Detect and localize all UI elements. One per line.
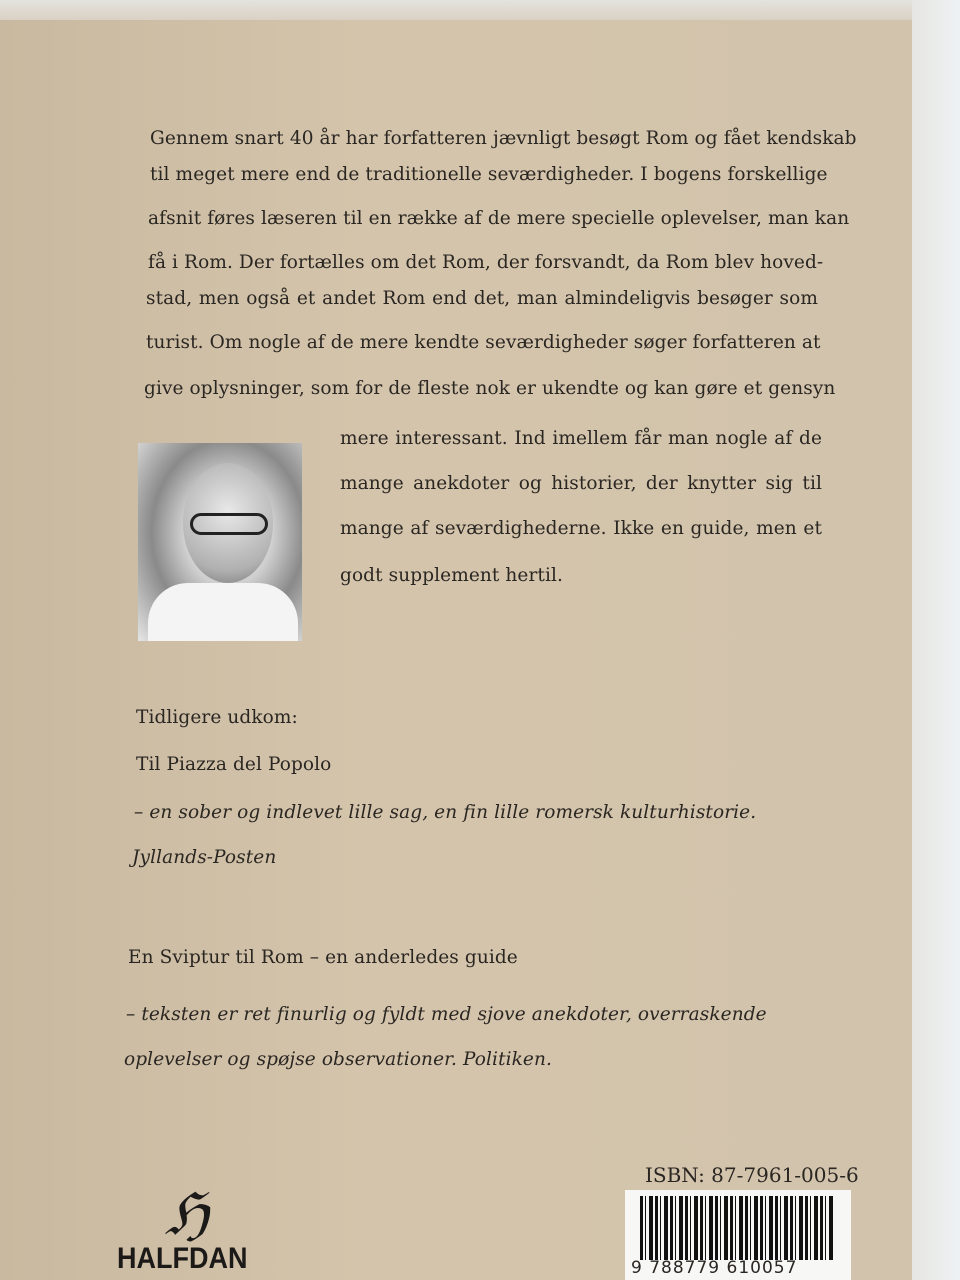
blurb-line: mange af seværdighederne. Ikke en guide, men et [340, 518, 822, 539]
review-quote: – teksten er ret finurlig og fyldt med sjove anekdoter, overraskende [126, 1004, 767, 1025]
blurb-line: afsnit føres læseren til en række af de mere specielle oplevelser, man kan [148, 208, 850, 229]
previous-heading: Tidligere udkom: [136, 707, 298, 728]
blurb-line: stad, men også et andet Rom end det, man almindeligvis besøger som [146, 288, 818, 309]
barcode-digits: 9 788779 610057 [631, 1258, 798, 1278]
blurb-line: turist. Om nogle af de mere kendte seværdigheder søger forfatteren at [146, 332, 821, 353]
review-quote: – en sober og indlevet lille sag, en fin lille romersk kulturhistorie. [134, 802, 757, 823]
publisher-monogram-icon: ℌ [165, 1180, 209, 1248]
isbn-label: ISBN: 87-7961-005-6 [645, 1163, 859, 1187]
author-photo [138, 443, 302, 641]
blurb-line: godt supplement hertil. [340, 565, 563, 586]
review-quote: oplevelser og spøjse observationer. Politiken. [124, 1049, 552, 1070]
review-source: Jyllands-Posten [132, 847, 277, 868]
blurb-line: mange anekdoter og historier, der knytter sig til [340, 473, 822, 494]
book-title: En Sviptur til Rom – en anderledes guide [128, 947, 518, 968]
blurb-line: Gennem snart 40 år har forfatteren jævnligt besøgt Rom og fået kendskab [150, 128, 857, 149]
publisher-name: HALFDAN [117, 1242, 248, 1275]
barcode-bars [640, 1196, 835, 1260]
barcode [625, 1190, 851, 1280]
blurb-line: til meget mere end de traditionelle seværdigheder. I bogens forskellige [150, 164, 828, 185]
blurb-line: mere interessant. Ind imellem får man nogle af de [340, 428, 822, 449]
background-top [0, 0, 960, 22]
publisher-logo [115, 1180, 255, 1280]
blurb-line: give oplysninger, som for de fleste nok er ukendte og kan gøre et gensyn [144, 378, 836, 399]
blurb-line: få i Rom. Der fortælles om det Rom, der forsvandt, da Rom blev hoved- [148, 252, 824, 273]
background-right [912, 0, 960, 1280]
book-title: Til Piazza del Popolo [136, 754, 332, 775]
